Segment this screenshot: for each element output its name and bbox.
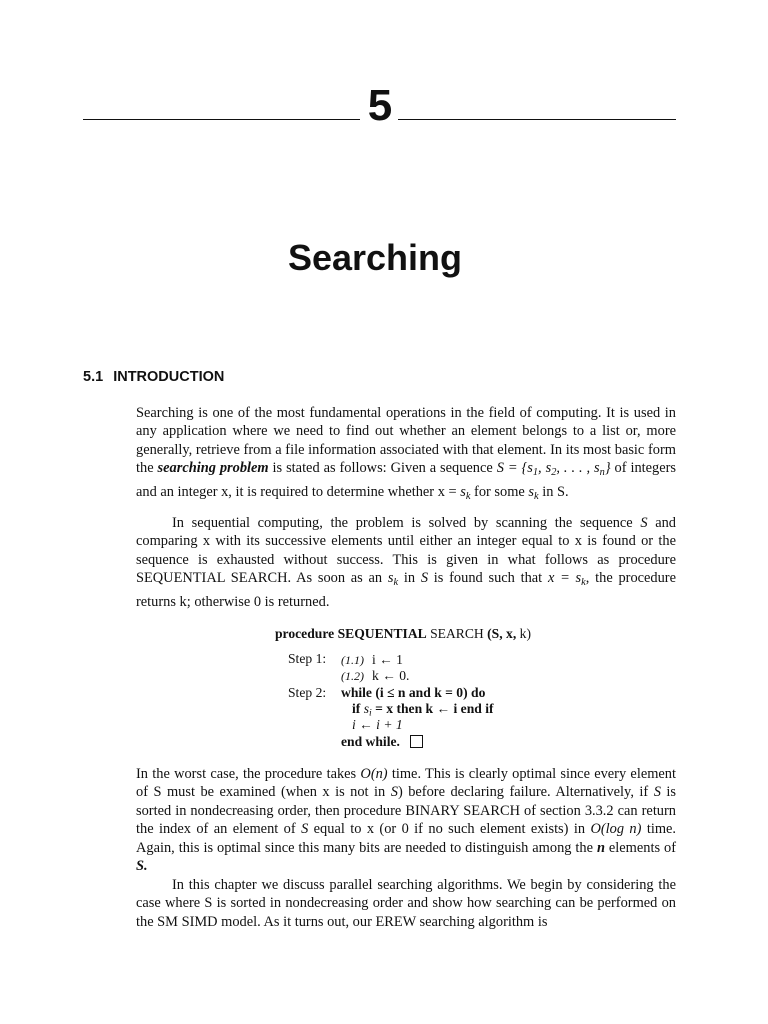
paragraph-text: In the worst case, the procedure takes: [136, 766, 361, 782]
paragraph-text: time. Again, this is optimal since this many bits are needed to distinguish among the: [136, 821, 676, 856]
paragraph-text: is sorted in nondecreasing order, then procedure BINARY SEARCH of section 3.3.2 can return the index of an element of: [136, 784, 676, 838]
chapter-number: 5: [367, 81, 393, 130]
procedure-params-rest: k): [516, 626, 531, 641]
math-sk: $s_k$: [387, 570, 399, 589]
paragraph-text: for some: [470, 483, 529, 500]
math-big-o-log-n: O(log n): [590, 821, 642, 838]
section-title: INTRODUCTION: [113, 369, 225, 385]
math-x-equals-sk: $x = s_k$: [547, 570, 586, 589]
paragraph-text: ) before declaring failure. Alternatively, if: [397, 784, 654, 801]
emphasis-searching-problem: searching problem: [157, 460, 269, 477]
paragraph-text: time. This is clearly optimal since every element of S must be examined (when x is not in: [136, 766, 676, 801]
math-s: S: [390, 784, 398, 801]
paragraph-text: is stated as follows: Given a sequence: [268, 460, 497, 477]
procedure-heading: [275, 625, 531, 643]
math-big-o-n: O(n): [360, 766, 388, 782]
step-1-2: (1.2) k ← 0.: [341, 668, 410, 683]
paragraph-text: and comparing x with its successive elements until either an integer equal to x is found or the sequence is exhausted without success. This is given in what follows as procedure SEQUENTIAL SEARCH. As soon as an: [136, 515, 676, 587]
step-2-if: if $s_i = x$ then k ← i end if: [352, 701, 494, 719]
chapter-rule-left: [83, 119, 360, 120]
step-1-1: (1.1) i ← 1: [341, 652, 403, 667]
end-of-procedure-box-icon: [410, 735, 423, 748]
step-2-while: while (i ≤ n and k = 0) do: [341, 685, 486, 700]
math-sequence: $S = \{s_1$, $s_2$, . . . , $s_n$}: [496, 460, 611, 479]
section-number: 5.1: [83, 369, 104, 385]
paragraph-2: [136, 514, 676, 611]
procedure-name: SEQUENTIAL: [337, 626, 427, 641]
section-heading: [83, 367, 224, 387]
math-s: S: [640, 515, 648, 531]
paragraph-4: In this chapter we discuss parallel searching algorithms. We begin by considering the case where S is sorted in nondecreasing order and show how searching can be performed on the SM SIMD model. As it turns out, our EREW searching algorithm is: [136, 877, 676, 930]
paragraph-text: equal to x (or 0 if no such element exists) in: [308, 821, 591, 838]
paragraph-text: in: [398, 570, 421, 587]
paragraph-text: of integers and an integer x, it is required to determine whether x =: [136, 460, 677, 500]
paragraph-text: is found such that: [428, 570, 548, 587]
math-sk: $s_k$: [460, 483, 471, 502]
paragraph-text: In sequential computing, the problem is solved by scanning the sequence: [172, 515, 641, 531]
paragraph-1: [136, 404, 676, 506]
math-n: n: [596, 839, 605, 856]
step-2-end-while: end while.: [341, 733, 423, 751]
math-s: S: [653, 784, 661, 801]
math-s: S: [420, 570, 429, 587]
math-s: S.: [136, 858, 148, 875]
step-2-label: Step 2:: [288, 685, 327, 700]
paragraph-text: in S.: [538, 483, 569, 500]
math-s: S: [301, 821, 309, 838]
procedure-name-rest: SEARCH: [426, 626, 488, 641]
paragraph-text: elements of: [604, 839, 676, 856]
procedure-keyword: procedure: [275, 626, 335, 641]
chapter-title: Searching: [287, 237, 463, 278]
chapter-rule-right: [398, 119, 676, 120]
paragraph-text: , the procedure returns k; otherwise 0 is returned.: [136, 570, 676, 610]
paragraph-text: Searching is one of the most fundamental operations in the field of computing. It is used in any application where we need to find out whether an element belongs to a list or, more generally, retrieve from a file information associated with that element. In its most basic form the: [136, 405, 676, 477]
step-1-label: Step 1:: [288, 651, 327, 666]
math-sk: $s_k$: [528, 483, 539, 502]
step-2-increment: i ← i + 1: [352, 717, 403, 732]
procedure-params: (S, x,: [487, 626, 517, 641]
paragraph-3: [136, 765, 676, 875]
